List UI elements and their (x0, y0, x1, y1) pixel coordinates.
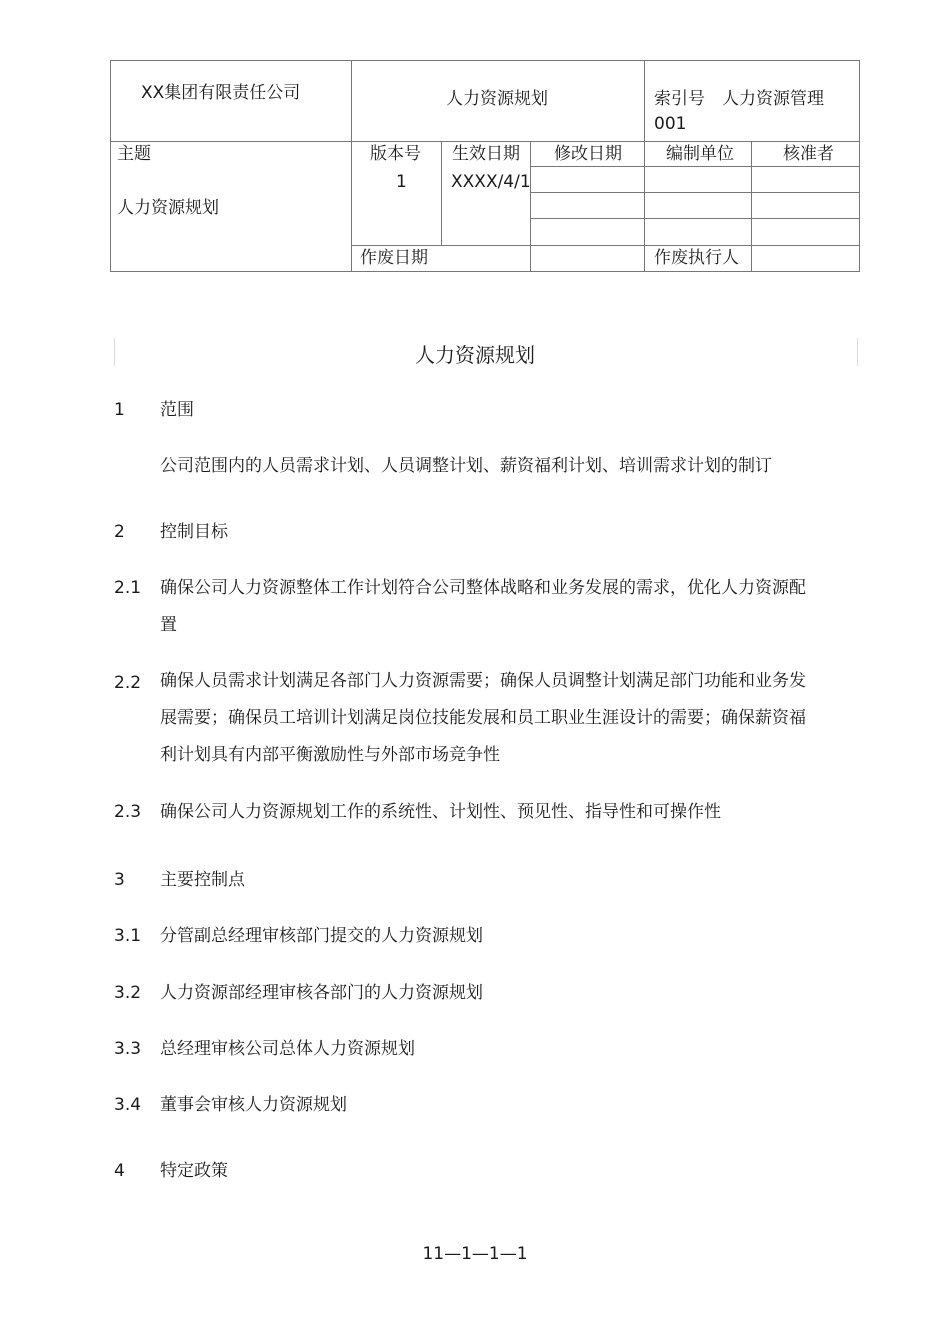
table-border-right (859, 60, 860, 272)
item-number: 2.1 (114, 578, 142, 598)
table-rule (531, 166, 860, 167)
table-rule (352, 245, 860, 246)
subject-label: 主题 (117, 144, 151, 164)
section-title: 主要控制点 (160, 870, 245, 890)
table-rule (531, 192, 860, 193)
item-number: 3.1 (114, 926, 142, 946)
item-text: 确保公司人力资源整体工作计划符合公司整体战略和业务发展的需求，优化人力资源配置 (160, 578, 806, 635)
item-text: 总经理审核公司总体人力资源规划 (160, 1039, 415, 1059)
item-number: 2.3 (114, 802, 142, 822)
item-number: 2.2 (114, 673, 142, 693)
company-name: XX集团有限责任公司 (141, 83, 301, 103)
subject-value: 人力资源规划 (117, 198, 219, 218)
void-executor-label: 作废执行人 (654, 248, 739, 268)
section-number: 2 (114, 522, 125, 542)
page-number: 11—1—1—1 (422, 1244, 528, 1264)
section-number: 4 (114, 1161, 125, 1181)
approver-label: 核准者 (783, 144, 834, 164)
item-number: 3.2 (114, 983, 142, 1003)
effective-date-value: XXXX/4/1 (451, 172, 531, 192)
item-text: 分管副总经理审核部门提交的人力资源规划 (160, 926, 483, 946)
index-label: 索引号 (654, 89, 705, 109)
void-date-label: 作废日期 (360, 248, 428, 268)
section-title: 范围 (160, 400, 194, 420)
item-text: 董事会审核人力资源规划 (160, 1095, 347, 1115)
unit-label: 编制单位 (666, 144, 734, 164)
table-divider (351, 60, 352, 272)
item-text: 确保人员需求计划满足各部门人力资源需要；确保人员调整计划满足部门功能和业务发展需要；确保员工培训计划满足岗位技能发展和员工职业生涯设计的需要；确保薪资福利计划具有内部平衡激励性与外部市场竞争性 (160, 671, 806, 765)
index-value: 人力资源管理 (722, 89, 824, 109)
item-text: 确保公司人力资源规划工作的系统性、计划性、预见性、指导性和可操作性 (160, 802, 721, 822)
table-border-bottom (110, 271, 860, 272)
table-divider (441, 141, 442, 245)
page-title: 人力资源规划 (415, 343, 535, 367)
item-number: 3.3 (114, 1039, 142, 1059)
table-border-row1 (110, 141, 860, 142)
version-value: 1 (396, 172, 407, 192)
table-divider (530, 141, 531, 272)
table-border-top (110, 60, 860, 61)
table-divider (644, 60, 645, 272)
section-number: 3 (114, 870, 125, 890)
table-rule (531, 218, 860, 219)
index-value-2: 001 (654, 114, 687, 134)
item-text: 人力资源部经理审核各部门的人力资源规划 (160, 983, 483, 1003)
section-number: 1 (114, 400, 125, 420)
modified-date-label: 修改日期 (554, 144, 622, 164)
section-title: 特定政策 (160, 1161, 228, 1181)
table-border-left (110, 60, 111, 272)
item-number: 3.4 (114, 1095, 142, 1115)
version-label: 版本号 (370, 144, 421, 164)
doc-title-cell: 人力资源规划 (446, 89, 548, 109)
effective-date-label: 生效日期 (452, 144, 520, 164)
table-divider (751, 141, 752, 272)
section-title: 控制目标 (160, 522, 228, 542)
section-body: 公司范围内的人员需求计划、人员调整计划、薪资福利计划、培训需求计划的制订 (160, 456, 772, 476)
